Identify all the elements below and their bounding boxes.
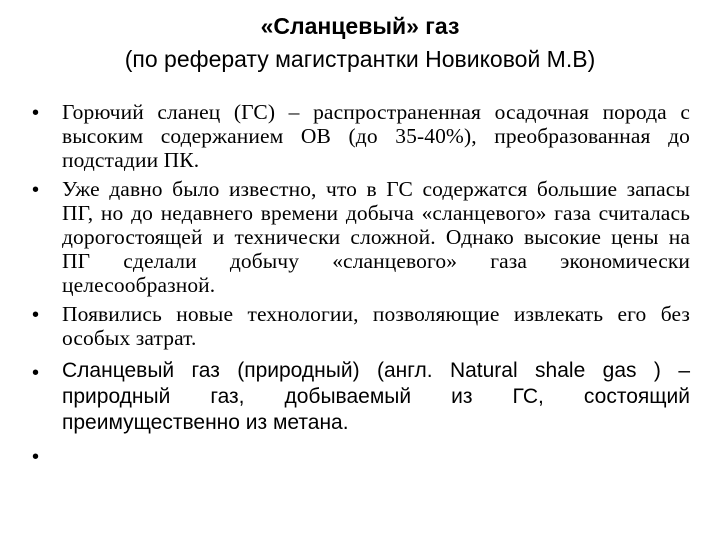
- list-item-text: Уже давно было известно, что в ГС содержатся большие запасы ПГ, но до недавнего времени добыча «сланцевого» газа считалась дорогостоящей и технически сложной. Однако высокие цены на ПГ сделали добычу «сланцевого» газа экономически целесообразной.: [62, 177, 690, 297]
- bullet-icon: •: [32, 304, 40, 326]
- slide-title: [0, 10, 720, 76]
- bullet-icon: •: [32, 102, 40, 124]
- bullet-icon: •: [32, 362, 40, 384]
- bullet-list: [30, 100, 690, 468]
- list-item: [30, 100, 690, 172]
- list-item-text: Появились новые технологии, позволяющие извлекать его без особых затрат.: [62, 302, 690, 350]
- list-item: [30, 358, 690, 436]
- bullet-icon: •: [32, 446, 40, 468]
- title-subtitle: (по реферату магистрантки Новиковой М.В): [124, 46, 596, 72]
- list-item: [30, 177, 690, 297]
- title-main: «Сланцевый» газ: [260, 13, 460, 39]
- list-item: [30, 302, 690, 350]
- list-item-empty: [30, 442, 690, 468]
- list-item-text: Сланцевый газ (природный) (англ. Natural shale gas ) – природный газ, добываемый из ГС, состоящий преимущественно из метана.: [62, 359, 690, 434]
- list-item-text: Горючий сланец (ГС) – распространенная осадочная порода с высоким содержанием ОВ (до 35-40%), преобразованная до подстадии ПК.: [62, 100, 690, 172]
- bullet-icon: •: [32, 179, 40, 201]
